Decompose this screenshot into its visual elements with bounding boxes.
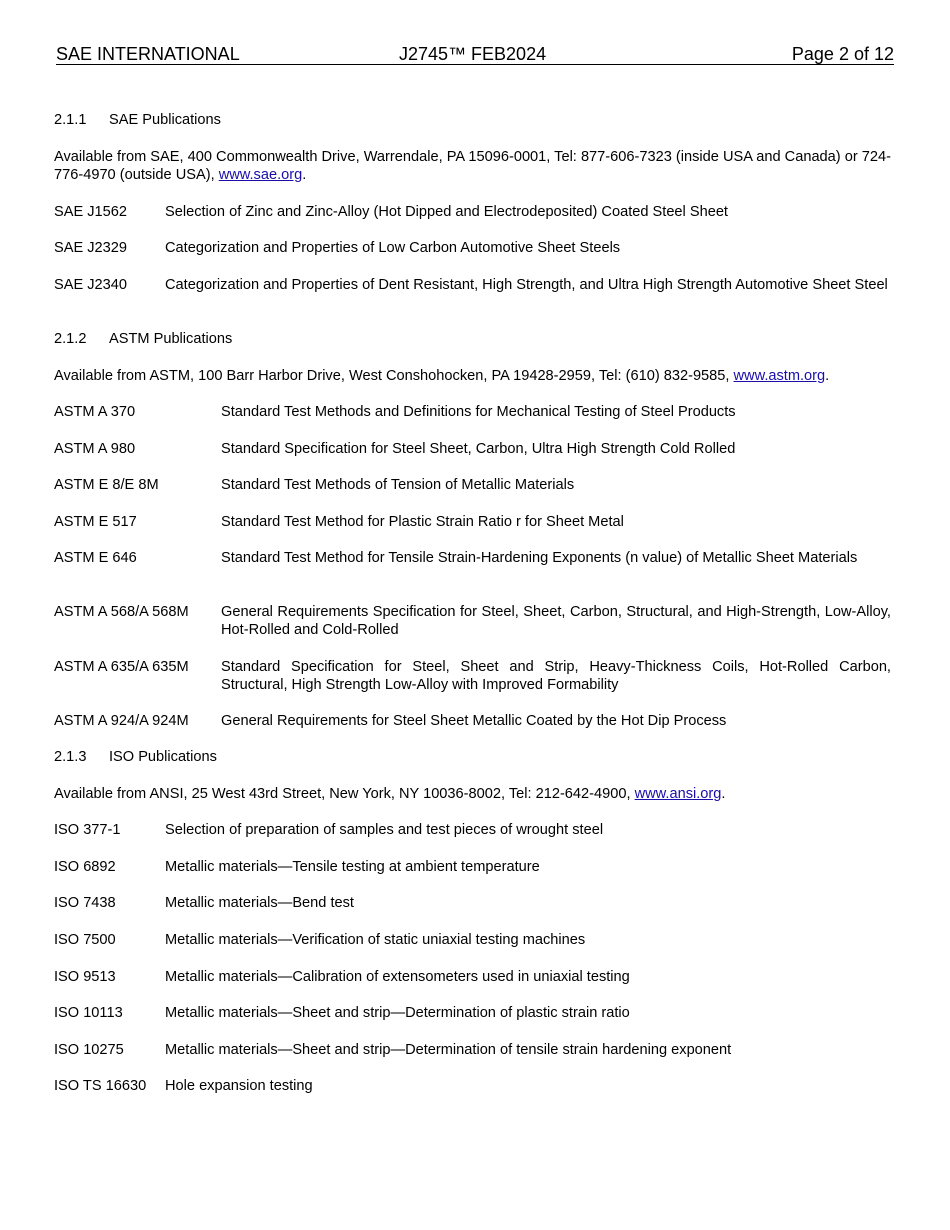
reference-item: [54, 239, 891, 257]
section-title: ASTM Publications: [109, 331, 233, 347]
reference-code: SAE J1562: [54, 204, 128, 220]
reference-item: [54, 931, 891, 949]
reference-item: [54, 968, 891, 986]
reference-code: ASTM E 517: [54, 514, 137, 530]
reference-title: Standard Specification for Steel Sheet, Carbon, Ultra High Strength Cold Rolled: [221, 441, 736, 457]
reference-code: ASTM A 924/A 924M: [54, 713, 189, 729]
reference-code: ISO 6892: [54, 859, 116, 875]
reference-code: SAE J2340: [54, 277, 128, 293]
section-number: 2.1.3: [54, 749, 87, 765]
reference-item: [54, 1077, 891, 1095]
reference-item: [54, 440, 891, 458]
section-number: 2.1.1: [54, 112, 87, 128]
reference-title: Standard Test Method for Plastic Strain Ratio r for Sheet Metal: [221, 514, 624, 530]
reference-item: [54, 858, 891, 876]
availability-sae: Available from SAE, 400 Commonwealth Drive, Warrendale, PA 15096-0001, Tel: 877-606-7323 (inside USA and Canada) or 724-776-4970 (outside USA), www.sae.org.: [54, 149, 891, 183]
reference-title: Categorization and Properties of Low Carbon Automotive Sheet Steels: [165, 240, 621, 256]
reference-title: Metallic materials—Verification of static uniaxial testing machines: [165, 932, 586, 948]
reference-item: [54, 549, 891, 567]
reference-title: Hole expansion testing: [165, 1078, 313, 1094]
reference-code: ASTM A 568/A 568M: [54, 604, 189, 620]
header-document-id: J2745™ FEB2024: [399, 44, 547, 64]
availability-text: Available from ANSI, 25 West 43rd Street, New York, NY 10036-8002, Tel: 212-642-4900,: [54, 786, 635, 802]
section-title: SAE Publications: [109, 112, 221, 128]
sae-website-link[interactable]: www.sae.org: [218, 167, 303, 183]
reference-item: [54, 476, 891, 494]
reference-title: Selection of Zinc and Zinc-Alloy (Hot Dipped and Electrodeposited) Coated Steel Sheet: [165, 204, 728, 220]
section-number: 2.1.2: [54, 331, 87, 347]
reference-title: Standard Test Methods and Definitions for Mechanical Testing of Steel Products: [221, 404, 736, 420]
ansi-website-link[interactable]: www.ansi.org: [634, 786, 722, 802]
section-heading-iso: [54, 748, 891, 766]
reference-code: ISO TS 16630: [54, 1078, 147, 1094]
reference-code: ISO 7438: [54, 895, 116, 911]
reference-item: [54, 658, 891, 694]
availability-text: Available from SAE, 400 Commonwealth Drive, Warrendale, PA 15096-0001, Tel: 877-606-7323 (inside USA and Canada) or 724-776-4970 (outside USA),: [54, 149, 891, 183]
reference-code: ASTM E 8/E 8M: [54, 477, 159, 493]
astm-website-link[interactable]: www.astm.org: [733, 368, 826, 384]
reference-title: Categorization and Properties of Dent Resistant, High Strength, and Ultra High Strength Automotive Sheet Steel: [165, 277, 888, 293]
reference-title: Standard Test Method for Tensile Strain-Hardening Exponents (n value) of Metallic Sheet Materials: [221, 550, 858, 566]
availability-iso: Available from ANSI, 25 West 43rd Street, New York, NY 10036-8002, Tel: 212-642-4900, www.ansi.org.: [54, 786, 726, 802]
reference-item: [54, 1041, 891, 1059]
reference-code: ASTM A 635/A 635M: [54, 659, 189, 675]
reference-item: [54, 203, 891, 221]
section-title: ISO Publications: [109, 749, 217, 765]
header-page-number: Page 2 of 12: [791, 44, 894, 64]
reference-title: Metallic materials—Bend test: [165, 895, 354, 911]
reference-title: Metallic materials—Sheet and strip—Determination of plastic strain ratio: [165, 1005, 630, 1021]
reference-item: [54, 821, 891, 839]
reference-code: ISO 7500: [54, 932, 116, 948]
reference-code: ISO 9513: [54, 969, 116, 985]
reference-title: General Requirements for Steel Sheet Metallic Coated by the Hot Dip Process: [221, 713, 727, 729]
header-organization: SAE INTERNATIONAL: [56, 44, 240, 64]
page-header: [56, 44, 894, 65]
reference-code: ASTM A 980: [54, 441, 136, 457]
reference-item: [54, 603, 891, 639]
reference-item: [54, 403, 891, 421]
reference-code: ISO 10113: [54, 1005, 123, 1021]
reference-code: ASTM E 646: [54, 550, 137, 566]
reference-code: ISO 377-1: [54, 822, 121, 838]
reference-title: Metallic materials—Tensile testing at ambient temperature: [165, 859, 540, 875]
reference-title: Metallic materials—Sheet and strip—Determination of tensile strain hardening exponent: [165, 1042, 732, 1058]
reference-title: Standard Specification for Steel, Sheet and Strip, Heavy-Thickness Coils, Hot-Rolled Carbon, Structural, High Strength Low-Alloy with Improved Formability: [221, 659, 891, 693]
reference-code: ASTM A 370: [54, 404, 136, 420]
reference-item: [54, 1004, 891, 1022]
availability-astm: Available from ASTM, 100 Barr Harbor Drive, West Conshohocken, PA 19428-2959, Tel: (610) 832-9585, www.astm.org.: [54, 368, 830, 384]
section-heading-astm: [54, 330, 891, 348]
reference-title: Metallic materials—Calibration of extensometers used in uniaxial testing: [165, 969, 630, 985]
reference-item: [54, 276, 891, 294]
section-heading-sae: [54, 111, 891, 129]
availability-text: Available from ASTM, 100 Barr Harbor Drive, West Conshohocken, PA 19428-2959, Tel: (610) 832-9585,: [54, 368, 734, 384]
reference-item: [54, 513, 891, 531]
reference-item: [54, 712, 891, 730]
reference-code: SAE J2329: [54, 240, 128, 256]
reference-title: General Requirements Specification for Steel, Sheet, Carbon, Structural, and High-Strength, Low-Alloy, Hot-Rolled and Cold-Rolled: [221, 604, 891, 638]
reference-title: Standard Test Methods of Tension of Metallic Materials: [221, 477, 575, 493]
reference-item: [54, 894, 891, 912]
reference-code: ISO 10275: [54, 1042, 124, 1058]
reference-title: Selection of preparation of samples and test pieces of wrought steel: [165, 822, 604, 838]
